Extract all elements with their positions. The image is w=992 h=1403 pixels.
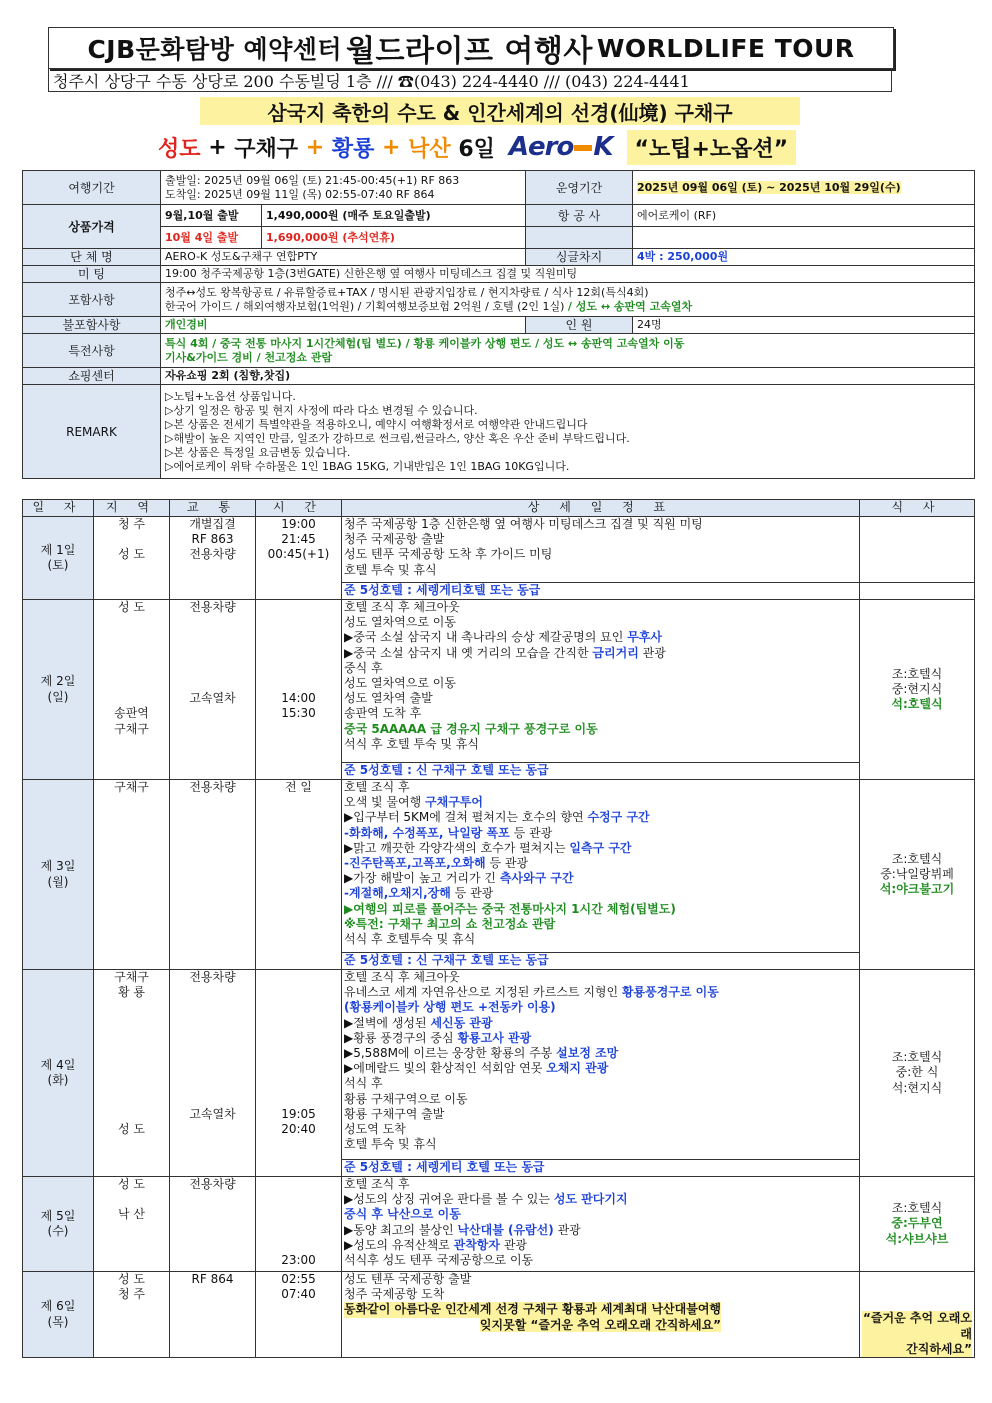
group-label: 단 체 명 <box>23 249 161 266</box>
aerok-logo: Aero K <box>508 132 613 162</box>
hotel-line: 준 5성호텔 : 신 구채구 호텔 또는 동급 <box>342 953 860 970</box>
day-label: 제 2일 <box>40 674 76 689</box>
time: 19:05 <box>281 1106 316 1121</box>
detail-text: ▶동양 최고의 불상인 <box>344 1222 454 1237</box>
operation-dates: 2025년 09월 06일 (토) ~ 2025년 10월 29일(수) <box>637 180 901 194</box>
detail-text: 유네스코 세계 자연유산으로 지정된 카르스트 지형인 <box>344 985 619 1000</box>
include-label: 포함사항 <box>23 283 161 317</box>
detail-line <box>344 826 857 841</box>
highlight: 황룡풍경구로 이동 <box>621 985 719 1000</box>
closing-text: 간직하세요” <box>862 1342 972 1357</box>
meal: 석:현지식 <box>891 1080 943 1095</box>
special-line: 특식 4회 / 중국 전통 마사지 1시간체험(팁 별도) / 황룡 케이블카 상행 편도 / 성도 ↔ 송판역 고속열차 이동 <box>165 336 685 350</box>
include-line <box>165 300 970 314</box>
time: 14:00 <box>281 691 316 706</box>
detail-text: ▶가장 해발이 높고 거리가 긴 <box>344 871 496 886</box>
single-label: 싱글차지 <box>526 249 633 266</box>
transport: 전용차량 <box>189 970 236 984</box>
period-label: 여행기간 <box>23 171 161 205</box>
detail-line: 청주 국제공항 1층 신한은행 옆 여행사 미팅데스크 집결 및 직원 미팅 <box>344 517 703 531</box>
detail-line: 호텔 투숙 및 휴식 <box>344 562 437 577</box>
col-region: 지 역 <box>94 500 170 517</box>
time-cell <box>256 970 342 1177</box>
detail-text: 등 관광 <box>513 825 553 840</box>
detail-cell <box>342 1177 860 1272</box>
region-cell <box>94 1177 170 1272</box>
highlight: 성도 판다기지 <box>553 1192 628 1207</box>
no-tip-badge: “노팁+노옵션” <box>627 130 797 165</box>
day-label: 제 1일 <box>40 542 76 557</box>
highlight: 황룡고사 관광 <box>457 1030 532 1045</box>
route-city: 성도 <box>158 136 201 162</box>
detail-line: 성도 텐푸 국제공항 도착 후 가이드 미팅 <box>344 547 553 562</box>
meal: 조:호텔식 <box>891 666 943 681</box>
operation-label: 운영기간 <box>526 171 633 205</box>
closing-message: 잊지못할 “즐거운 추억 오래오래 간직하세요” <box>479 1317 722 1332</box>
detail-line <box>344 810 857 825</box>
detail-line: 석식 후 호텔 투숙 및 휴식 <box>344 736 479 751</box>
highlight: 관착항자 <box>453 1237 500 1252</box>
detail-line: 호텔 투숙 및 휴식 <box>344 1137 437 1152</box>
detail-text: ▶중국 소설 삼국지 내 촉나라의 승상 제갈공명의 묘인 <box>344 630 624 645</box>
meal-cell <box>860 1177 975 1272</box>
detail-text: 등 관광 <box>489 856 529 871</box>
single-value: 4박 : 250,000원 <box>633 249 975 266</box>
shop-label: 쇼핑센터 <box>23 368 161 385</box>
detail-text: ▶황룡 풍경구의 중심 <box>344 1030 454 1045</box>
agency-address: 청주시 상당구 수동 상당로 200 수동빌딩 1층 /// ☎(043) 224-4440 /// (043) 224-4441 <box>48 68 892 92</box>
region: 낙 산 <box>118 1207 145 1222</box>
detail-cell <box>342 600 860 763</box>
detail-text: 관광 <box>557 1222 581 1237</box>
route-city: 황룡 <box>331 136 375 162</box>
region: 청 주 <box>118 517 145 531</box>
day-cell <box>23 780 94 970</box>
col-day: 일 자 <box>23 500 94 517</box>
meal-cell <box>860 583 975 600</box>
meal: 조:호텔식 <box>891 1050 943 1065</box>
remark-line: ▷에어로케이 위탁 수하물은 1인 1BAG 15KG, 기내반입은 1인 1BAG 10KG입니다. <box>165 459 570 473</box>
meal: 중:낙일랑뷔페 <box>880 866 954 881</box>
transport: RF 864 <box>191 1272 234 1286</box>
day-dow: (월) <box>47 874 69 889</box>
detail-line <box>344 985 857 1000</box>
transport: 전용차량 <box>189 1177 236 1191</box>
pax-label: 인 원 <box>526 317 633 334</box>
meal: 석:샤브샤브 <box>885 1231 949 1246</box>
price2-when: 10월 4일 출발 <box>161 227 262 249</box>
detail-line <box>344 1046 857 1061</box>
remark-line: ▷본 상품은 특정일 요금변동 있습니다. <box>165 445 351 459</box>
remark-line: ▷상기 일정은 항공 및 현지 사정에 따라 다소 변경될 수 있습니다. <box>165 403 478 417</box>
transport: 고속열차 <box>189 691 236 706</box>
detail-line: 호텔 조식 후 체크아웃 <box>344 600 460 614</box>
detail-line: 석식후 성도 텐푸 국제공항으로 이동 <box>344 1253 534 1268</box>
detail-line: (황룡케이블카 상행 편도 +전동카 이용) <box>344 1000 556 1015</box>
tour-subtitle: 삼국지 축한의 수도 & 인간세계의 선경(仙境) 구채구 <box>200 97 800 125</box>
price2-value: 1,690,000원 (추석연휴) <box>262 227 526 249</box>
group-value: AERO-K 성도&구채구 연합PTY <box>161 249 526 266</box>
route-plus: + <box>305 134 325 160</box>
region: 송판역 <box>114 706 149 721</box>
airline-label: 항 공 사 <box>526 205 633 227</box>
detail-line: 성도역 도착 <box>344 1122 406 1137</box>
meal-cell <box>860 600 975 780</box>
remark-line: ▷해발이 높은 지역인 만큼, 일조가 강하므로 썬크림,썬글라스, 양산 혹은 우산 준비 부탁드립니다. <box>165 431 630 445</box>
col-time: 시 간 <box>256 500 342 517</box>
detail-line <box>344 630 857 645</box>
highlight: -계절해,오채지,장해 <box>344 886 451 901</box>
transport-cell <box>170 780 256 970</box>
day-cell <box>23 970 94 1177</box>
day-dow: (토) <box>47 558 69 572</box>
detail-line <box>344 871 857 886</box>
detail-text: 관광 <box>503 1237 527 1252</box>
hotel-line: 준 5성호텔 : 세렝게티 호텔 또는 동급 <box>342 1160 860 1177</box>
day-cell <box>23 600 94 780</box>
day-dow: (목) <box>47 1314 69 1329</box>
detail-line <box>344 856 857 871</box>
include-text: 한국어 가이드 / 해외여행자보험(1억원) / 기획여행보증보험 2억원 / 호텔 (2인 1실) <box>165 299 565 313</box>
route-days: 6일 <box>458 136 495 162</box>
detail-line <box>344 1061 857 1076</box>
time: 23:00 <box>281 1252 316 1267</box>
detail-line: 석식 후 호텔투숙 및 휴식 <box>344 932 476 947</box>
region: 청 주 <box>118 1287 145 1302</box>
schedule-table <box>22 499 975 1358</box>
route-plus: + <box>208 134 227 160</box>
region-cell <box>94 517 170 600</box>
detail-line: 성도 열차역 출발 <box>344 691 433 706</box>
region-cell <box>94 1272 170 1358</box>
meeting-label: 미 팅 <box>23 266 161 283</box>
highlight: 일측구 구간 <box>569 840 632 855</box>
day-dow: (일) <box>47 689 69 704</box>
detail-line <box>344 1192 857 1207</box>
time: 15:30 <box>281 706 316 721</box>
day-cell <box>23 1272 94 1358</box>
highlight: 구채구투어 <box>425 795 483 810</box>
transport-cell <box>170 970 256 1177</box>
region: 구채구 <box>114 970 149 984</box>
time: 07:40 <box>281 1287 316 1302</box>
include-line: 청주↔성도 왕복항공료 / 유류할증료+TAX / 명시된 관광지입장료 / 현지차량료 / 식사 12회(특식4회) <box>165 285 649 299</box>
highlight: 세신동 관광 <box>430 1015 493 1030</box>
region: 성 도 <box>118 1272 145 1286</box>
detail-line <box>344 1238 857 1253</box>
detail-line: 성도 텐푸 국제공항 출발 <box>344 1272 472 1286</box>
exclude-label: 불포함사항 <box>23 317 161 334</box>
detail-line: 중식 후 <box>344 660 383 675</box>
shop-value: 자유쇼핑 2회 (침향,찻집) <box>161 368 975 385</box>
region: 성 도 <box>118 1177 145 1191</box>
day-dow: (화) <box>47 1073 69 1087</box>
detail-line: 송판역 도착 후 <box>344 706 422 721</box>
highlight: 설보정 조망 <box>556 1046 619 1061</box>
remark-line: ▷노팁+노옵션 상품입니다. <box>165 389 296 403</box>
meal: 석:야크불고기 <box>879 882 955 897</box>
region: 성 도 <box>118 600 145 614</box>
price1-when: 9월,10월 출발 <box>161 205 262 227</box>
transport-cell <box>170 1272 256 1358</box>
detail-line <box>344 1223 857 1238</box>
detail-line: 청주 국제공항 도착 <box>344 1287 445 1302</box>
detail-line <box>344 795 857 810</box>
transport-cell <box>170 600 256 780</box>
detail-line: ▶여행의 피로를 풀어주는 중국 전통마사지 1시간 체험(팁별도) <box>344 901 676 916</box>
detail-line: 황룡 구채구역으로 이동 <box>344 1091 468 1106</box>
time: 전 일 <box>285 780 312 794</box>
detail-cell <box>342 780 860 953</box>
closing-text: “즐거운 추억 오래오래 <box>863 1311 972 1341</box>
col-transport: 교 통 <box>170 500 256 517</box>
detail-line <box>344 886 857 901</box>
time: 19:00 <box>281 517 316 531</box>
transport: 고속열차 <box>189 1106 236 1121</box>
remark-label: REMARK <box>23 385 161 479</box>
detail-line <box>344 646 857 661</box>
detail-line: 호텔 조식 후 <box>344 1177 410 1191</box>
time-cell <box>256 780 342 970</box>
detail-line: 성도 열차역으로 이동 <box>344 676 456 691</box>
region: 성 도 <box>118 1121 145 1136</box>
day-label: 제 4일 <box>40 1057 76 1072</box>
closing-cell <box>860 1272 975 1358</box>
meal: 중:현지식 <box>891 681 943 696</box>
time: 02:55 <box>281 1272 316 1286</box>
meal-cell <box>860 517 975 583</box>
detail-text: ▶5,588M에 이르는 웅장한 황룡의 주봉 <box>344 1046 553 1061</box>
remark-value <box>161 385 975 479</box>
detail-line: 석식 후 <box>344 1076 383 1091</box>
detail-text: ▶에메랄드 빛의 환상적인 석회암 연못 <box>344 1061 543 1076</box>
tour-route <box>158 130 878 164</box>
agency-title-main: 월드라이프 여행사 <box>346 34 593 69</box>
highlight: -진주탄폭포,고폭포,오화해 <box>344 856 486 871</box>
day-cell <box>23 517 94 600</box>
depart-info: 출발일: 2025년 09월 06일 (토) 21:45-00:45(+1) RF 863 <box>165 173 460 187</box>
detail-cell <box>342 1272 860 1358</box>
highlight: 측사와구 구간 <box>499 871 574 886</box>
closing-message: 동화같이 아름다운 인간세계 선경 구채구 황룡과 세계최대 낙산대불여행 <box>344 1302 722 1317</box>
meal: 중:두부연 <box>891 1216 943 1231</box>
meal: 조:호텔식 <box>891 851 943 866</box>
detail-line: 성도 열차역으로 이동 <box>344 615 456 630</box>
transport: 개별집결 <box>189 517 236 531</box>
period-value <box>161 171 526 205</box>
detail-line: 청주 국제공항 출발 <box>344 532 445 547</box>
highlight: 무후사 <box>627 630 662 645</box>
detail-text: ▶입구부터 5KM에 걸쳐 펼쳐지는 호수의 향연 <box>344 810 584 825</box>
detail-line: 중국 5AAAAA 급 경유지 구채구 풍경구로 이동 <box>344 721 598 736</box>
special-label: 특전사항 <box>23 334 161 368</box>
region-cell <box>94 970 170 1177</box>
detail-line <box>344 1016 857 1031</box>
highlight: 금리거리 <box>592 645 639 660</box>
detail-line: 중식 후 낙산으로 이동 <box>344 1207 461 1222</box>
highlight: -화화해, 수정폭포, 낙일랑 폭포 <box>344 825 510 840</box>
remark-line: ▷본 상품은 전세기 특별약관을 적용하오니, 예약시 여행확정서로 여행약관 안내드립니다 <box>165 417 588 431</box>
pax-value: 24명 <box>633 317 975 334</box>
arrive-info: 도착일: 2025년 09월 11일 (목) 02:55-07:40 RF 864 <box>165 187 435 201</box>
meal: 조:호텔식 <box>891 1201 943 1216</box>
route-plus: + <box>382 134 401 160</box>
day-cell <box>23 1177 94 1272</box>
region-cell <box>94 780 170 970</box>
region: 성 도 <box>118 547 145 562</box>
detail-text: 등 관광 <box>454 886 494 901</box>
detail-text: ▶절벽에 생성된 <box>344 1015 427 1030</box>
price1-value: 1,490,000원 (매주 토요일출발) <box>262 205 526 227</box>
region-cell <box>94 600 170 780</box>
airline-value: 에어로케이 (RF) <box>633 205 975 227</box>
meeting-value: 19:00 청주국제공항 1층(3번GATE) 신한은행 옆 여행사 미팅데스크 집결 및 직원미팅 <box>161 266 975 283</box>
agency-title-en: WORLDLIFE TOUR <box>596 33 855 63</box>
transport: RF 863 <box>191 532 234 547</box>
meal: 중:한 식 <box>895 1065 939 1080</box>
include-highlight: / 성도 ↔ 송판역 고속열차 <box>567 299 693 313</box>
detail-line: 호텔 조식 후 <box>344 780 410 794</box>
highlight: 낙산대불 (유람선) <box>457 1222 554 1237</box>
day-dow: (수) <box>47 1224 69 1238</box>
detail-line <box>344 841 857 856</box>
detail-text: 오색 빛 물여행 <box>344 795 422 810</box>
transport: 전용차량 <box>189 547 236 562</box>
closing-line <box>344 1318 857 1333</box>
agency-title-pre: CJB문화탐방 예약센터 <box>87 35 343 64</box>
detail-text: 관광 <box>642 645 666 660</box>
empty-value <box>633 227 975 249</box>
include-value <box>161 283 975 317</box>
special-value <box>161 334 975 368</box>
transport: 전용차량 <box>189 780 236 794</box>
price-label: 상품가격 <box>23 205 161 249</box>
region: 황 룡 <box>118 985 145 1000</box>
transport-cell <box>170 517 256 600</box>
detail-text: ▶성도의 유적산책로 <box>344 1237 450 1252</box>
operation-value <box>633 171 975 205</box>
time-cell <box>256 600 342 780</box>
meal-cell <box>860 780 975 970</box>
agency-title <box>48 27 894 69</box>
region: 구채구 <box>114 721 149 736</box>
detail-line: 황룡 구채구역 출발 <box>344 1106 445 1121</box>
detail-cell <box>342 517 860 583</box>
highlight: 오채지 관광 <box>546 1061 609 1076</box>
route-city: 낙산 <box>408 136 451 162</box>
hotel-line: 준 5성호텔 : 신 구채구 호텔 또는 동급 <box>342 763 860 780</box>
region: 구채구 <box>114 780 149 794</box>
time-cell <box>256 517 342 600</box>
day-label: 제 6일 <box>40 1299 76 1314</box>
day-label: 제 5일 <box>40 1208 76 1223</box>
empty-label <box>526 227 633 249</box>
time-cell <box>256 1177 342 1272</box>
detail-text: ▶중국 소설 삼국지 내 옛 거리의 모습을 간직한 <box>344 645 589 660</box>
tour-info-table <box>22 170 975 479</box>
special-line: 기사&가이드 경비 / 천고정쇼 관람 <box>165 350 333 364</box>
detail-text: ▶맑고 깨끗한 각양각색의 호수가 펼쳐지는 <box>344 840 566 855</box>
exclude-value: 개인경비 <box>161 317 526 334</box>
detail-line <box>344 1031 857 1046</box>
meal-cell <box>860 970 975 1177</box>
detail-line: ※특전: 구채구 최고의 쇼 천고정쇼 관람 <box>344 916 556 931</box>
transport: 전용차량 <box>189 600 236 614</box>
col-meal: 식 사 <box>860 500 975 517</box>
detail-cell <box>342 970 860 1160</box>
detail-line: 호텔 조식 후 체크아웃 <box>344 970 460 984</box>
day-label: 제 3일 <box>40 859 76 874</box>
time: 21:45 <box>281 532 316 547</box>
highlight: 수정구 구간 <box>587 810 650 825</box>
route-city: 구채구 <box>234 136 299 162</box>
time: 20:40 <box>281 1121 316 1136</box>
hotel-line: 준 5성호텔 : 세렝게티호텔 또는 동급 <box>342 583 860 600</box>
time-cell <box>256 1272 342 1358</box>
col-detail: 상 세 일 정 표 <box>342 500 860 517</box>
transport-cell <box>170 1177 256 1272</box>
time: 00:45(+1) <box>267 547 330 562</box>
detail-text: ▶성도의 상징 귀여운 판다를 볼 수 있는 <box>344 1192 550 1207</box>
meal: 석:호텔식 <box>891 697 943 712</box>
